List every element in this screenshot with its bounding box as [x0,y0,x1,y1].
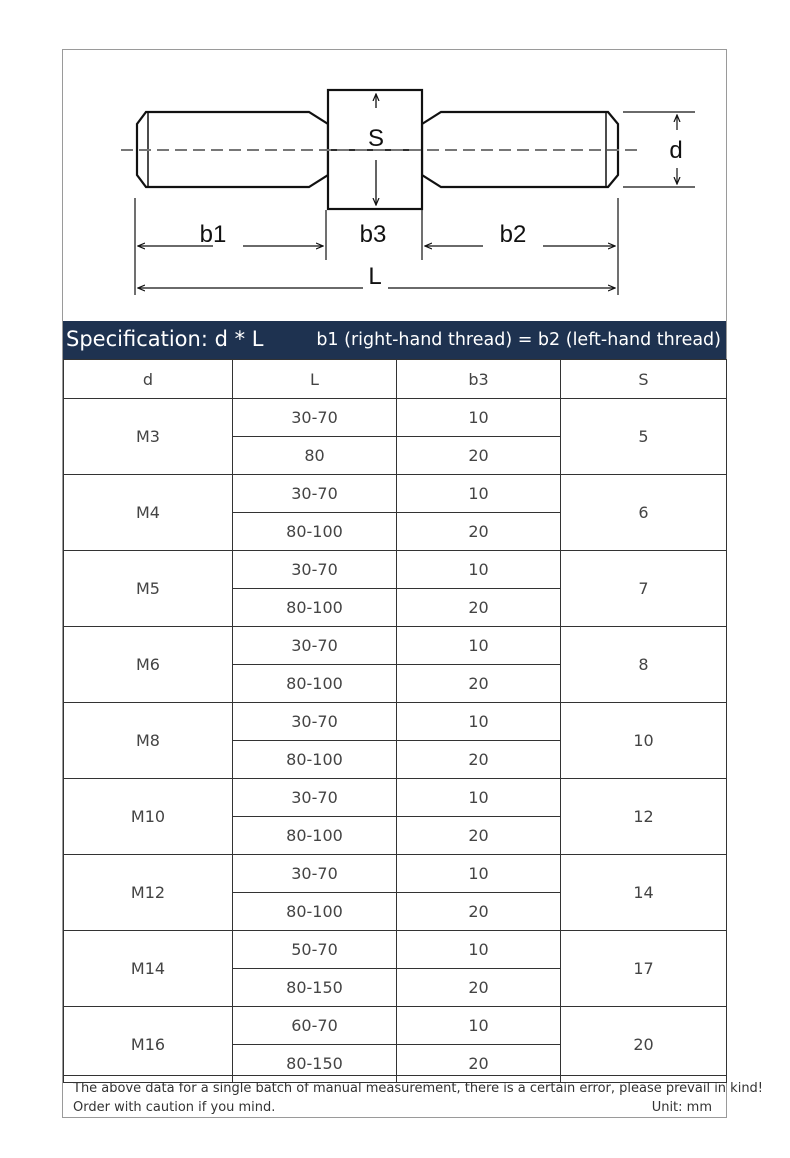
cell-l: 80-100 [233,893,397,931]
cell-d: M8 [64,703,233,779]
cell-b3: 20 [397,665,561,703]
cell-b3: 10 [397,475,561,513]
cell-s: 12 [561,779,727,855]
cell-s: 10 [561,703,727,779]
cell-l: 30-70 [233,475,397,513]
cell-s: 7 [561,551,727,627]
cell-d: M6 [64,627,233,703]
table-body [64,399,727,1083]
cell-l: 80-150 [233,1045,397,1083]
cell-s: 14 [561,855,727,931]
header-d: d [64,360,233,399]
cell-b3: 20 [397,741,561,779]
cell-d: M16 [64,1007,233,1083]
cell-b3: 10 [397,1007,561,1045]
cell-b3: 10 [397,399,561,437]
cell-l: 80-100 [233,513,397,551]
cell-d: M14 [64,931,233,1007]
cell-b3: 10 [397,931,561,969]
label-b3: b3 [359,221,387,248]
header-s: S [561,360,727,399]
table-row [64,931,727,969]
cell-b3: 20 [397,437,561,475]
table-row [64,475,727,513]
cell-d: M10 [64,779,233,855]
footer-note [63,1075,764,1118]
cell-l: 80 [233,437,397,475]
cell-s: 17 [561,931,727,1007]
cell-l: 30-70 [233,703,397,741]
cell-b3: 20 [397,1045,561,1083]
cell-b3: 20 [397,817,561,855]
cell-l: 30-70 [233,779,397,817]
cell-b3: 20 [397,969,561,1007]
table-row [64,551,727,589]
label-d: d [669,137,683,164]
disclaimer-line2: Order with caution if you mind. [73,1100,276,1115]
table-row [64,627,727,665]
cell-l: 80-100 [233,589,397,627]
cell-s: 6 [561,475,727,551]
unit-label: Unit: mm [651,1100,712,1115]
cell-s: 20 [561,1007,727,1083]
cell-b3: 20 [397,893,561,931]
thread-note: b1 (right-hand thread) = b2 (left-hand thread) [316,330,721,350]
cell-b3: 10 [397,855,561,893]
table-row [64,1007,727,1045]
cell-b3: 10 [397,779,561,817]
table-header-row [64,360,727,399]
cell-b3: 10 [397,627,561,665]
table-row [64,855,727,893]
cell-b3: 10 [397,703,561,741]
cell-s: 8 [561,627,727,703]
label-b1: b1 [199,221,227,248]
disclaimer-line1: The above data for a single batch of manual measurement, there is a certain error, please prevail in kind! [73,1081,764,1096]
header-b3: b3 [397,360,561,399]
cell-l: 50-70 [233,931,397,969]
spec-sheet [62,49,764,1118]
cell-b3: 20 [397,513,561,551]
table-row [64,399,727,437]
cell-b3: 20 [397,589,561,627]
cell-d: M12 [64,855,233,931]
specification-title: Specification: d * L [66,327,264,351]
cell-d: M3 [64,399,233,475]
cell-d: M5 [64,551,233,627]
specification-table [63,359,727,1083]
label-s: S [367,125,385,152]
cell-l: 30-70 [233,855,397,893]
cell-l: 30-70 [233,399,397,437]
cell-l: 80-100 [233,741,397,779]
cell-s: 5 [561,399,727,475]
table-row [64,779,727,817]
cell-l: 30-70 [233,551,397,589]
stud-bolt-diagram [63,50,726,321]
cell-l: 80-150 [233,969,397,1007]
cell-b3: 10 [397,551,561,589]
specification-bar [63,321,726,359]
label-b2: b2 [499,221,527,248]
cell-l: 80-100 [233,665,397,703]
cell-l: 30-70 [233,627,397,665]
cell-l: 60-70 [233,1007,397,1045]
table-row [64,703,727,741]
cell-d: M4 [64,475,233,551]
cell-l: 80-100 [233,817,397,855]
header-l: L [233,360,397,399]
label-l: L [368,263,382,290]
